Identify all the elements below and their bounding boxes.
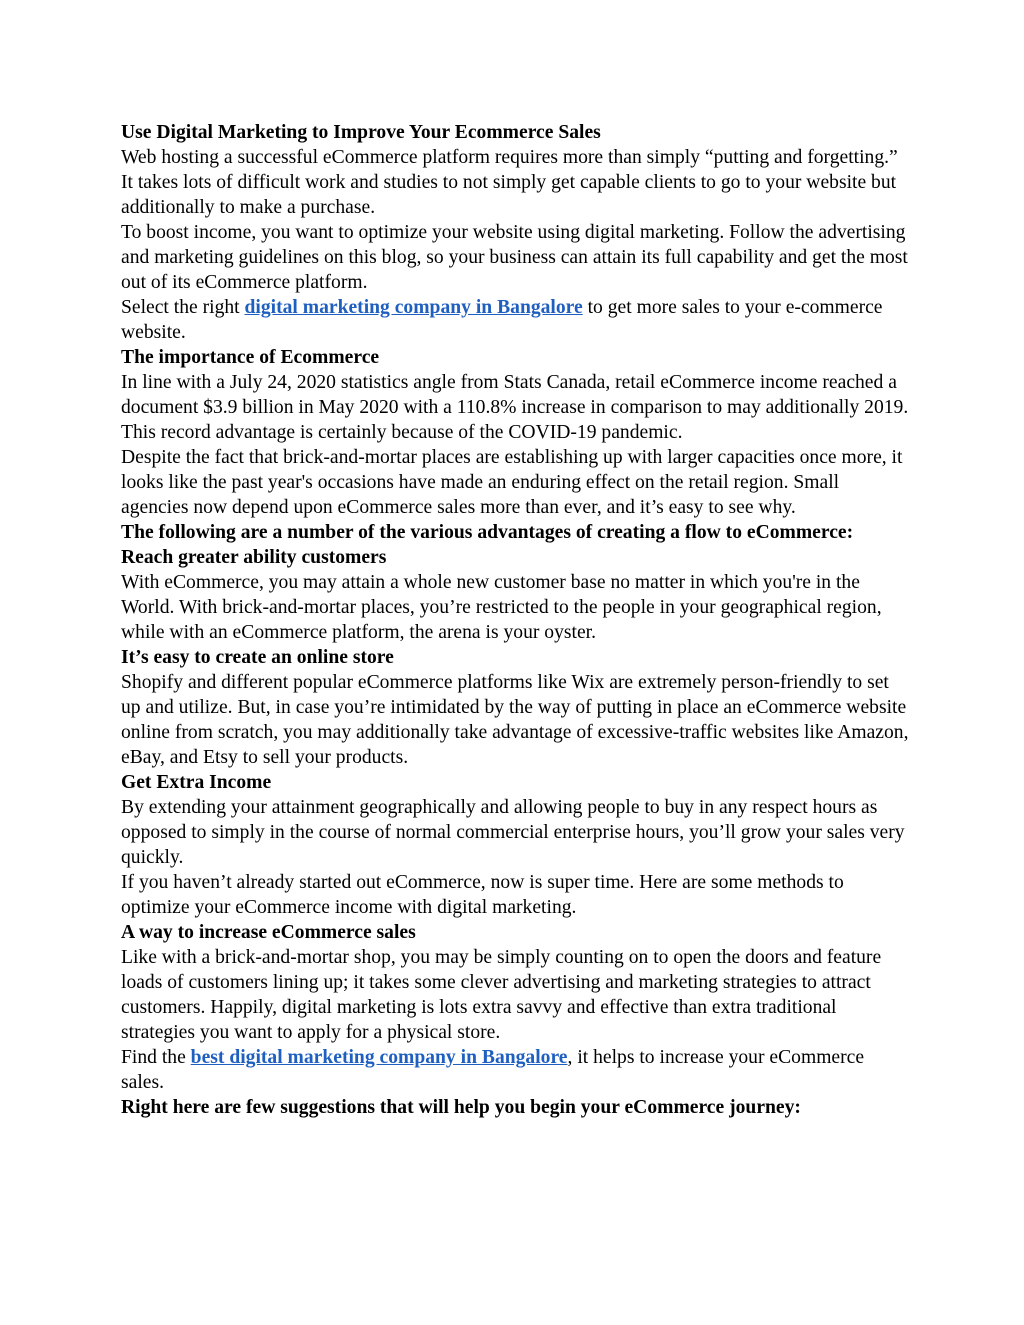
- importance-paragraph-2: Despite the fact that brick-and-mortar places are establishing up with larger capacities once more, it looks like the past year's occasions have made an enduring effect on the retail region. Small agencies now depend upon eCommerce sales more than ever, and it’s easy to see why.: [121, 447, 903, 518]
- increase-sales-paragraph-2: [121, 1045, 911, 1095]
- digital-marketing-company-link[interactable]: digital marketing company in Bangalore: [244, 297, 583, 318]
- suggestions-heading: Right here are few suggestions that will help you begin your eCommerce journey:: [121, 1097, 801, 1118]
- document-page: [121, 120, 911, 1120]
- intro-paragraph-1: Web hosting a successful eCommerce platform requires more than simply “putting and forgetting.” It takes lots of difficult work and studies to not simply get capable clients to go to your website but additionally to make a purchase.: [121, 147, 898, 218]
- increase-sales-paragraph-1: Like with a brick-and-mortar shop, you may be simply counting on to open the doors and feature loads of customers lining up; it takes some clever advertising and marketing strategies to attract customers. Happily, digital marketing is lots extra savvy and effective than extra traditional strategies you want to apply for a physical store.: [121, 947, 882, 1043]
- reach-paragraph: With eCommerce, you may attain a whole new customer base no matter in which you're in the World. With brick-and-mortar places, you’re restricted to the people in your geographical region, while with an eCommerce platform, the arena is your oyster.: [121, 572, 882, 643]
- extra-income-paragraph-1: By extending your attainment geographically and allowing people to buy in any respect hours as opposed to simply in the course of normal commercial enterprise hours, you’ll grow your sales very quickly.: [121, 797, 905, 868]
- document-title: Use Digital Marketing to Improve Your Ecommerce Sales: [121, 122, 601, 143]
- intro-paragraph-3: [121, 295, 911, 345]
- easy-store-paragraph: Shopify and different popular eCommerce platforms like Wix are extremely person-friendly to set up and utilize. But, in case you’re intimidated by the way of putting in place an eCommerce website online from scratch, you may additionally take advantage of excessive-traffic websites like Amazon, eBay, and Etsy to sell your products.: [121, 672, 909, 768]
- increase-sales-paragraph-2-text-after: , it helps to increase your eCommerce sales.: [121, 1047, 865, 1093]
- increase-sales-paragraph-2-text-before: Find the: [121, 1047, 191, 1068]
- reach-heading: Reach greater ability customers: [121, 547, 387, 568]
- intro-paragraph-3-text-after: to get more sales to your e-commerce website.: [121, 297, 883, 343]
- easy-store-heading: It’s easy to create an online store: [121, 647, 394, 668]
- importance-paragraph-1: In line with a July 24, 2020 statistics angle from Stats Canada, retail eCommerce income reached a document $3.9 billion in May 2020 with a 110.8% increase in comparison to may additionally 2019. This record advantage is certainly because of the COVID-19 pandemic.: [121, 372, 909, 443]
- increase-sales-heading: A way to increase eCommerce sales: [121, 922, 416, 943]
- advantages-heading: The following are a number of the various advantages of creating a flow to eCommerce:: [121, 522, 854, 543]
- best-digital-marketing-company-link[interactable]: best digital marketing company in Bangalore: [190, 1047, 568, 1068]
- extra-income-paragraph-2: If you haven’t already started out eCommerce, now is super time. Here are some methods to optimize your eCommerce income with digital marketing.: [121, 872, 844, 918]
- intro-paragraph-3-text-before: Select the right: [121, 297, 245, 318]
- intro-paragraph-2: To boost income, you want to optimize your website using digital marketing. Follow the advertising and marketing guidelines on this blog, so your business can attain its full capability and get the most out of its eCommerce platform.: [121, 222, 908, 293]
- importance-heading: The importance of Ecommerce: [121, 347, 380, 368]
- extra-income-heading: Get Extra Income: [121, 772, 272, 793]
